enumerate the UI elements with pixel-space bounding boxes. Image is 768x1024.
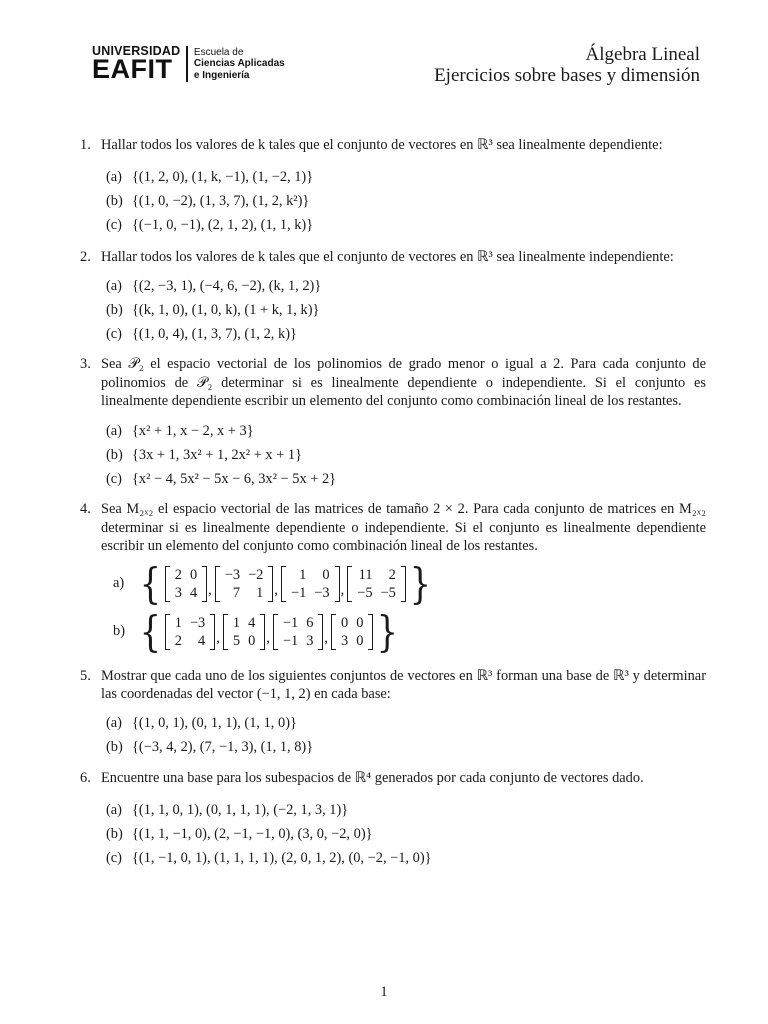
matrix: [273, 614, 324, 650]
matrix-entry: −3: [314, 584, 330, 601]
separator-comma: ,: [340, 582, 345, 599]
exercise-statement: Mostrar que cada uno de los siguientes conjuntos de vectores en ℝ³ forman una base de ℝ³ y determinar las coordenadas del vector (−1, 1, 2) en cada base:: [101, 667, 706, 703]
list-item: [101, 419, 706, 443]
exercise-number: 3.: [80, 356, 91, 373]
matrix-entry: 4: [189, 584, 198, 601]
item-text: {(−1, 0, −1), (2, 1, 2), (1, 1, k)}: [132, 216, 314, 233]
exercise-statement: Sea 𝒫₂ el espacio vectorial de los polinomios de grado menor o igual a 2. Para cada conjunto de polinomios de 𝒫₂ determinar si es linealmente dependiente o independiente. Si el conjunto es linealmente dependiente escribir un elemento del conjunto como combinación lineal de los restantes.: [101, 356, 706, 410]
exercise-items: [101, 165, 706, 237]
matrix-entry: 1: [232, 614, 241, 631]
matrix-entry: 3: [174, 584, 182, 601]
item-label: (c): [106, 849, 122, 866]
exercise-3: [80, 355, 706, 491]
logo-divider: [186, 46, 188, 82]
left-brace: {: [139, 606, 162, 656]
matrix-entry: 0: [341, 614, 349, 631]
item-label: (b): [106, 738, 123, 755]
matrix-entry: −1: [282, 614, 299, 631]
matrix-entry: 3: [341, 632, 349, 649]
separator-comma: ,: [208, 582, 212, 599]
item-label: (c): [106, 326, 122, 343]
matrix-set-b: [101, 608, 706, 656]
exercise-number: 5.: [80, 667, 91, 684]
item-label: (a): [106, 168, 122, 185]
matrix-entry: 1: [299, 566, 307, 583]
logo-school-name: [194, 47, 285, 82]
right-brace: }: [377, 606, 399, 656]
item-label: (a): [106, 801, 122, 818]
matrix: [215, 566, 274, 602]
matrix-entry: 3: [306, 632, 314, 649]
matrix: [223, 614, 265, 650]
item-label: (a): [106, 422, 122, 439]
exercise-statement: Hallar todos los valores de k tales que el conjunto de vectores en ℝ³ sea linealmente dependiente:: [101, 137, 663, 153]
document-title: [434, 44, 700, 86]
logo-university-text: UNIVERSIDAD: [92, 43, 181, 58]
item-text: {(1, 1, −1, 0), (2, −1, −1, 0), (3, 0, −2, 0)}: [132, 825, 373, 842]
list-item: [101, 213, 706, 237]
separator-comma: ,: [266, 630, 270, 647]
item-text: {(1, −1, 0, 1), (1, 1, 1, 1), (2, 0, 1, 2), (0, −2, −1, 0)}: [132, 849, 432, 866]
exercise-statement: Sea M₂ₓ₂ el espacio vectorial de las matrices de tamaño 2 × 2. Para cada conjunto de matrices en M₂ₓ₂ determinar si es linealmente dependiente o independiente. Si el conjunto es linealmente dependiente escribir un elemento del conjunto como combinación lineal de los restantes.: [101, 500, 706, 555]
exercise-items: [101, 798, 706, 870]
matrix: [331, 614, 373, 650]
matrix-entry: 2: [174, 632, 182, 649]
item-label: (c): [106, 470, 122, 487]
list-item: [101, 443, 706, 467]
separator-comma: ,: [274, 582, 278, 599]
item-text: {(k, 1, 0), (1, 0, k), (1 + k, 1, k)}: [132, 302, 320, 319]
item-label: b): [113, 623, 125, 640]
list-item: [101, 735, 706, 759]
matrix: [347, 566, 406, 602]
list-item: [101, 798, 706, 822]
logo-wordmark: [92, 45, 180, 84]
matrix-set-a: [101, 560, 706, 608]
item-text: {(−3, 4, 2), (7, −1, 3), (1, 1, 8)}: [132, 738, 314, 755]
list-item: [101, 189, 706, 213]
school-line-1: Escuela de: [193, 46, 244, 58]
matrix-entry: 11: [358, 566, 373, 583]
worksheet-title: Ejercicios sobre bases y dimensión: [434, 65, 700, 86]
matrix-entry: 0: [356, 632, 364, 649]
exercise-items: [101, 711, 706, 759]
item-label: (b): [106, 192, 123, 209]
matrix-entry: 4: [248, 614, 256, 631]
matrix-entry: −1: [282, 632, 299, 649]
item-text: {(1, 2, 0), (1, k, −1), (1, −2, 1)}: [132, 168, 314, 185]
matrix-entry: −2: [248, 566, 264, 583]
item-text: {x² + 1, x − 2, x + 3}: [132, 422, 254, 439]
matrix: [281, 566, 340, 602]
separator-comma: ,: [324, 630, 328, 647]
list-item: [101, 274, 706, 298]
matrix-entry: 5: [232, 632, 241, 649]
exercise-statement: Encuentre una base para los subespacios de ℝ⁴ generados por cada conjunto de vectores dado.: [101, 769, 644, 786]
left-brace: {: [139, 558, 162, 608]
item-text: {(2, −3, 1), (−4, 6, −2), (k, 1, 2)}: [132, 278, 322, 295]
matrix-entry: 7: [232, 584, 241, 601]
item-label: (b): [106, 825, 123, 842]
item-text: {(1, 0, −2), (1, 3, 7), (1, 2, k²)}: [132, 192, 310, 209]
item-text: {x² − 4, 5x² − 5x − 6, 3x² − 5x + 2}: [132, 470, 337, 487]
exercise-list: [80, 136, 706, 870]
matrix-entry: −1: [290, 584, 307, 601]
separator-comma: ,: [216, 630, 220, 647]
school-line-3: e Ingeniería: [193, 69, 250, 81]
matrix-entry: 1: [174, 614, 182, 631]
list-item: [101, 711, 706, 735]
exercise-number: 2.: [80, 248, 91, 265]
exercise-items: [101, 419, 706, 491]
matrix-entry: −3: [189, 614, 206, 631]
list-item: [101, 846, 706, 870]
item-label: a): [113, 575, 125, 592]
exercise-6: [80, 769, 706, 870]
exercise-number: 1.: [80, 137, 91, 153]
list-item: [101, 298, 706, 322]
item-text: {(1, 0, 1), (0, 1, 1), (1, 1, 0)}: [132, 714, 297, 731]
item-text: {3x + 1, 3x² + 1, 2x² + x + 1}: [132, 446, 303, 463]
matrix-entry: 0: [248, 632, 256, 649]
list-item: [101, 822, 706, 846]
matrix-entry: 2: [174, 566, 182, 583]
course-title: Álgebra Lineal: [585, 44, 700, 65]
right-brace: }: [409, 558, 431, 608]
item-text: {(1, 0, 4), (1, 3, 7), (1, 2, k)}: [132, 326, 297, 343]
exercise-statement: Hallar todos los valores de k tales que el conjunto de vectores en ℝ³ sea linealmente independiente:: [101, 248, 674, 265]
exercise-number: 6.: [80, 769, 91, 786]
exercise-4: [80, 500, 706, 656]
list-item: [101, 467, 706, 491]
item-text: {(1, 1, 0, 1), (0, 1, 1, 1), (−2, 1, 3, 1)}: [132, 801, 349, 818]
list-item: [101, 165, 706, 189]
item-label: (a): [106, 714, 122, 731]
matrix-entry: 0: [189, 566, 198, 583]
exercise-2: [80, 248, 706, 347]
school-line-2: Ciencias Aplicadas: [193, 58, 285, 70]
item-label: (b): [106, 446, 123, 463]
exercise-items: [101, 274, 706, 346]
exercise-5: [80, 667, 706, 759]
matrix-entry: −3: [224, 566, 241, 583]
item-label: (c): [106, 216, 122, 233]
matrix-entry: 4: [198, 632, 206, 649]
matrix-entry: 0: [322, 566, 330, 583]
matrix: [165, 566, 207, 602]
list-item: [101, 322, 706, 346]
item-label: (b): [106, 302, 123, 319]
matrix-entry: 1: [256, 584, 264, 601]
matrix-entry: 2: [388, 566, 396, 583]
item-label: (a): [106, 278, 122, 295]
page-number: 1: [380, 984, 388, 1000]
exercise-number: 4.: [80, 500, 91, 517]
matrix-entry: 0: [356, 614, 364, 631]
eafit-logo: [92, 44, 285, 84]
logo-eafit-text: EAFIT: [92, 54, 173, 85]
matrix: [165, 614, 216, 650]
matrix-entry: −5: [357, 584, 373, 601]
matrix-entry: −5: [380, 584, 396, 601]
exercise-1: [80, 136, 706, 237]
matrix-entry: 6: [306, 614, 314, 631]
